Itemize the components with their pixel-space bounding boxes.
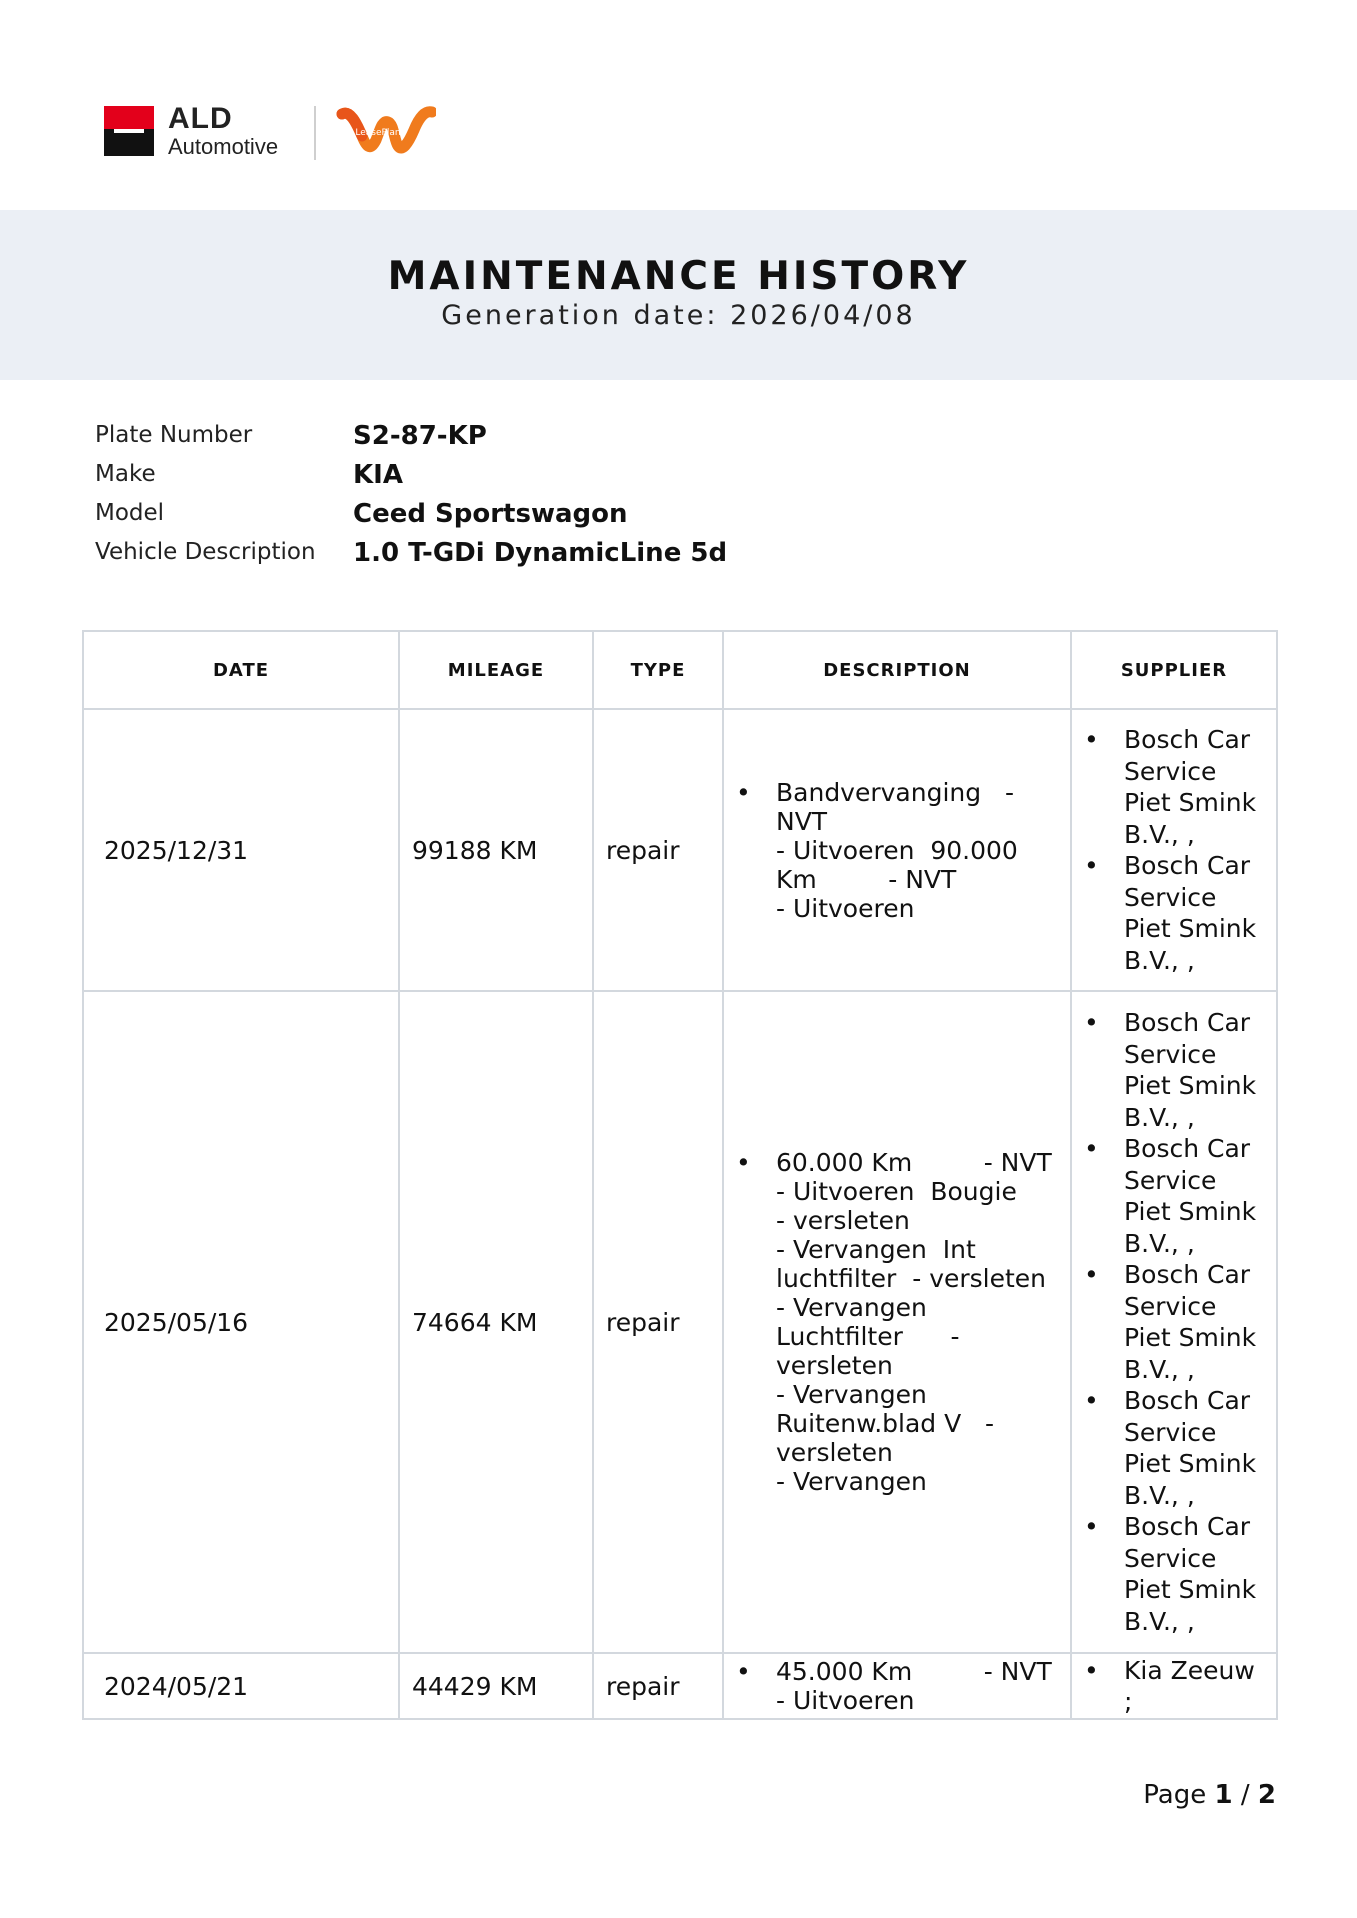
description-item: • 60.000 Km - NVT - Uitvoeren Bougie - versleten - Vervangen Int luchtfilter - versleten - Vervangen Luchtfilter - versleten - Vervangen Ruitenw.blad V - versleten - Vervangen (736, 1148, 1060, 1496)
plate-number-value: S2-87-KP (353, 421, 487, 451)
maintenance-table (82, 630, 1278, 1720)
supplier-item: • Bosch Car Service Piet Smink B.V., , (1084, 1007, 1266, 1133)
supplier-item: • Bosch Car Service Piet Smink B.V., , (1084, 1133, 1266, 1259)
description-cell (723, 991, 1071, 1653)
document-title: MAINTENANCE HISTORY (387, 254, 970, 299)
table-row (83, 991, 1277, 1653)
type-cell: repair (593, 709, 723, 991)
column-header-date: DATE (83, 631, 399, 709)
column-header-mileage: MILEAGE (399, 631, 593, 709)
mileage-cell: 44429 KM (399, 1653, 593, 1719)
table-row (83, 1653, 1277, 1719)
table-row (83, 709, 1277, 991)
column-header-description: DESCRIPTION (723, 631, 1071, 709)
info-label: Make (95, 461, 156, 487)
description-item: • 45.000 Km - NVT - Uitvoeren (736, 1657, 1060, 1715)
type-cell: repair (593, 1653, 723, 1719)
logo-divider (314, 106, 316, 160)
mileage-cell: 99188 KM (399, 709, 593, 991)
description-cell (723, 709, 1071, 991)
supplier-item: • Bosch Car Service Piet Smink B.V., , (1084, 850, 1266, 976)
info-label: Plate Number (95, 422, 253, 448)
column-header-supplier: SUPPLIER (1071, 631, 1277, 709)
page-label: Page (1143, 1780, 1207, 1810)
info-label: Vehicle Description (95, 539, 316, 565)
vehicle-description-value: 1.0 T-GDi DynamicLine 5d (353, 538, 728, 568)
ald-logo-text (168, 104, 278, 160)
supplier-cell (1071, 991, 1277, 1653)
table-header-row (83, 631, 1277, 709)
description-item: • Bandvervanging - NVT - Uitvoeren 90.000 Km - NVT - Uitvoeren (736, 778, 1060, 923)
generation-date-value: 2026/04/08 (730, 300, 916, 331)
make-value: KIA (353, 460, 403, 490)
column-header-type: TYPE (593, 631, 723, 709)
date-cell: 2025/05/16 (83, 991, 399, 1653)
model-value: Ceed Sportswagon (353, 499, 628, 529)
description-cell (723, 1653, 1071, 1719)
supplier-cell (1071, 709, 1277, 991)
page-current: 1 (1214, 1780, 1233, 1810)
supplier-item: • Kia Zeeuw ; (1084, 1655, 1266, 1718)
supplier-item: • Bosch Car Service Piet Smink B.V., , (1084, 1511, 1266, 1637)
supplier-item: • Bosch Car Service Piet Smink B.V., , (1084, 724, 1266, 850)
title-band (0, 210, 1357, 380)
leaseplan-logo-text: LeasePlan (355, 128, 401, 138)
supplier-item: • Bosch Car Service Piet Smink B.V., , (1084, 1385, 1266, 1511)
supplier-item: • Bosch Car Service Piet Smink B.V., , (1084, 1259, 1266, 1385)
mileage-cell: 74664 KM (399, 991, 593, 1653)
info-label: Model (95, 500, 165, 526)
ald-logo-icon (104, 106, 154, 156)
leaseplan-logo-icon (336, 100, 436, 162)
generation-date-label: Generation date: (441, 300, 719, 331)
date-cell: 2025/12/31 (83, 709, 399, 991)
generation-date-line (0, 300, 1357, 331)
ald-logo-line2: Automotive (168, 134, 279, 159)
supplier-cell (1071, 1653, 1277, 1719)
logo-bar (104, 100, 464, 164)
date-cell: 2024/05/21 (83, 1653, 399, 1719)
page-total: 2 (1257, 1780, 1276, 1810)
type-cell: repair (593, 991, 723, 1653)
page-indicator (1143, 1780, 1276, 1810)
page-separator: / (1240, 1780, 1250, 1810)
ald-logo-line1: ALD (168, 102, 233, 135)
